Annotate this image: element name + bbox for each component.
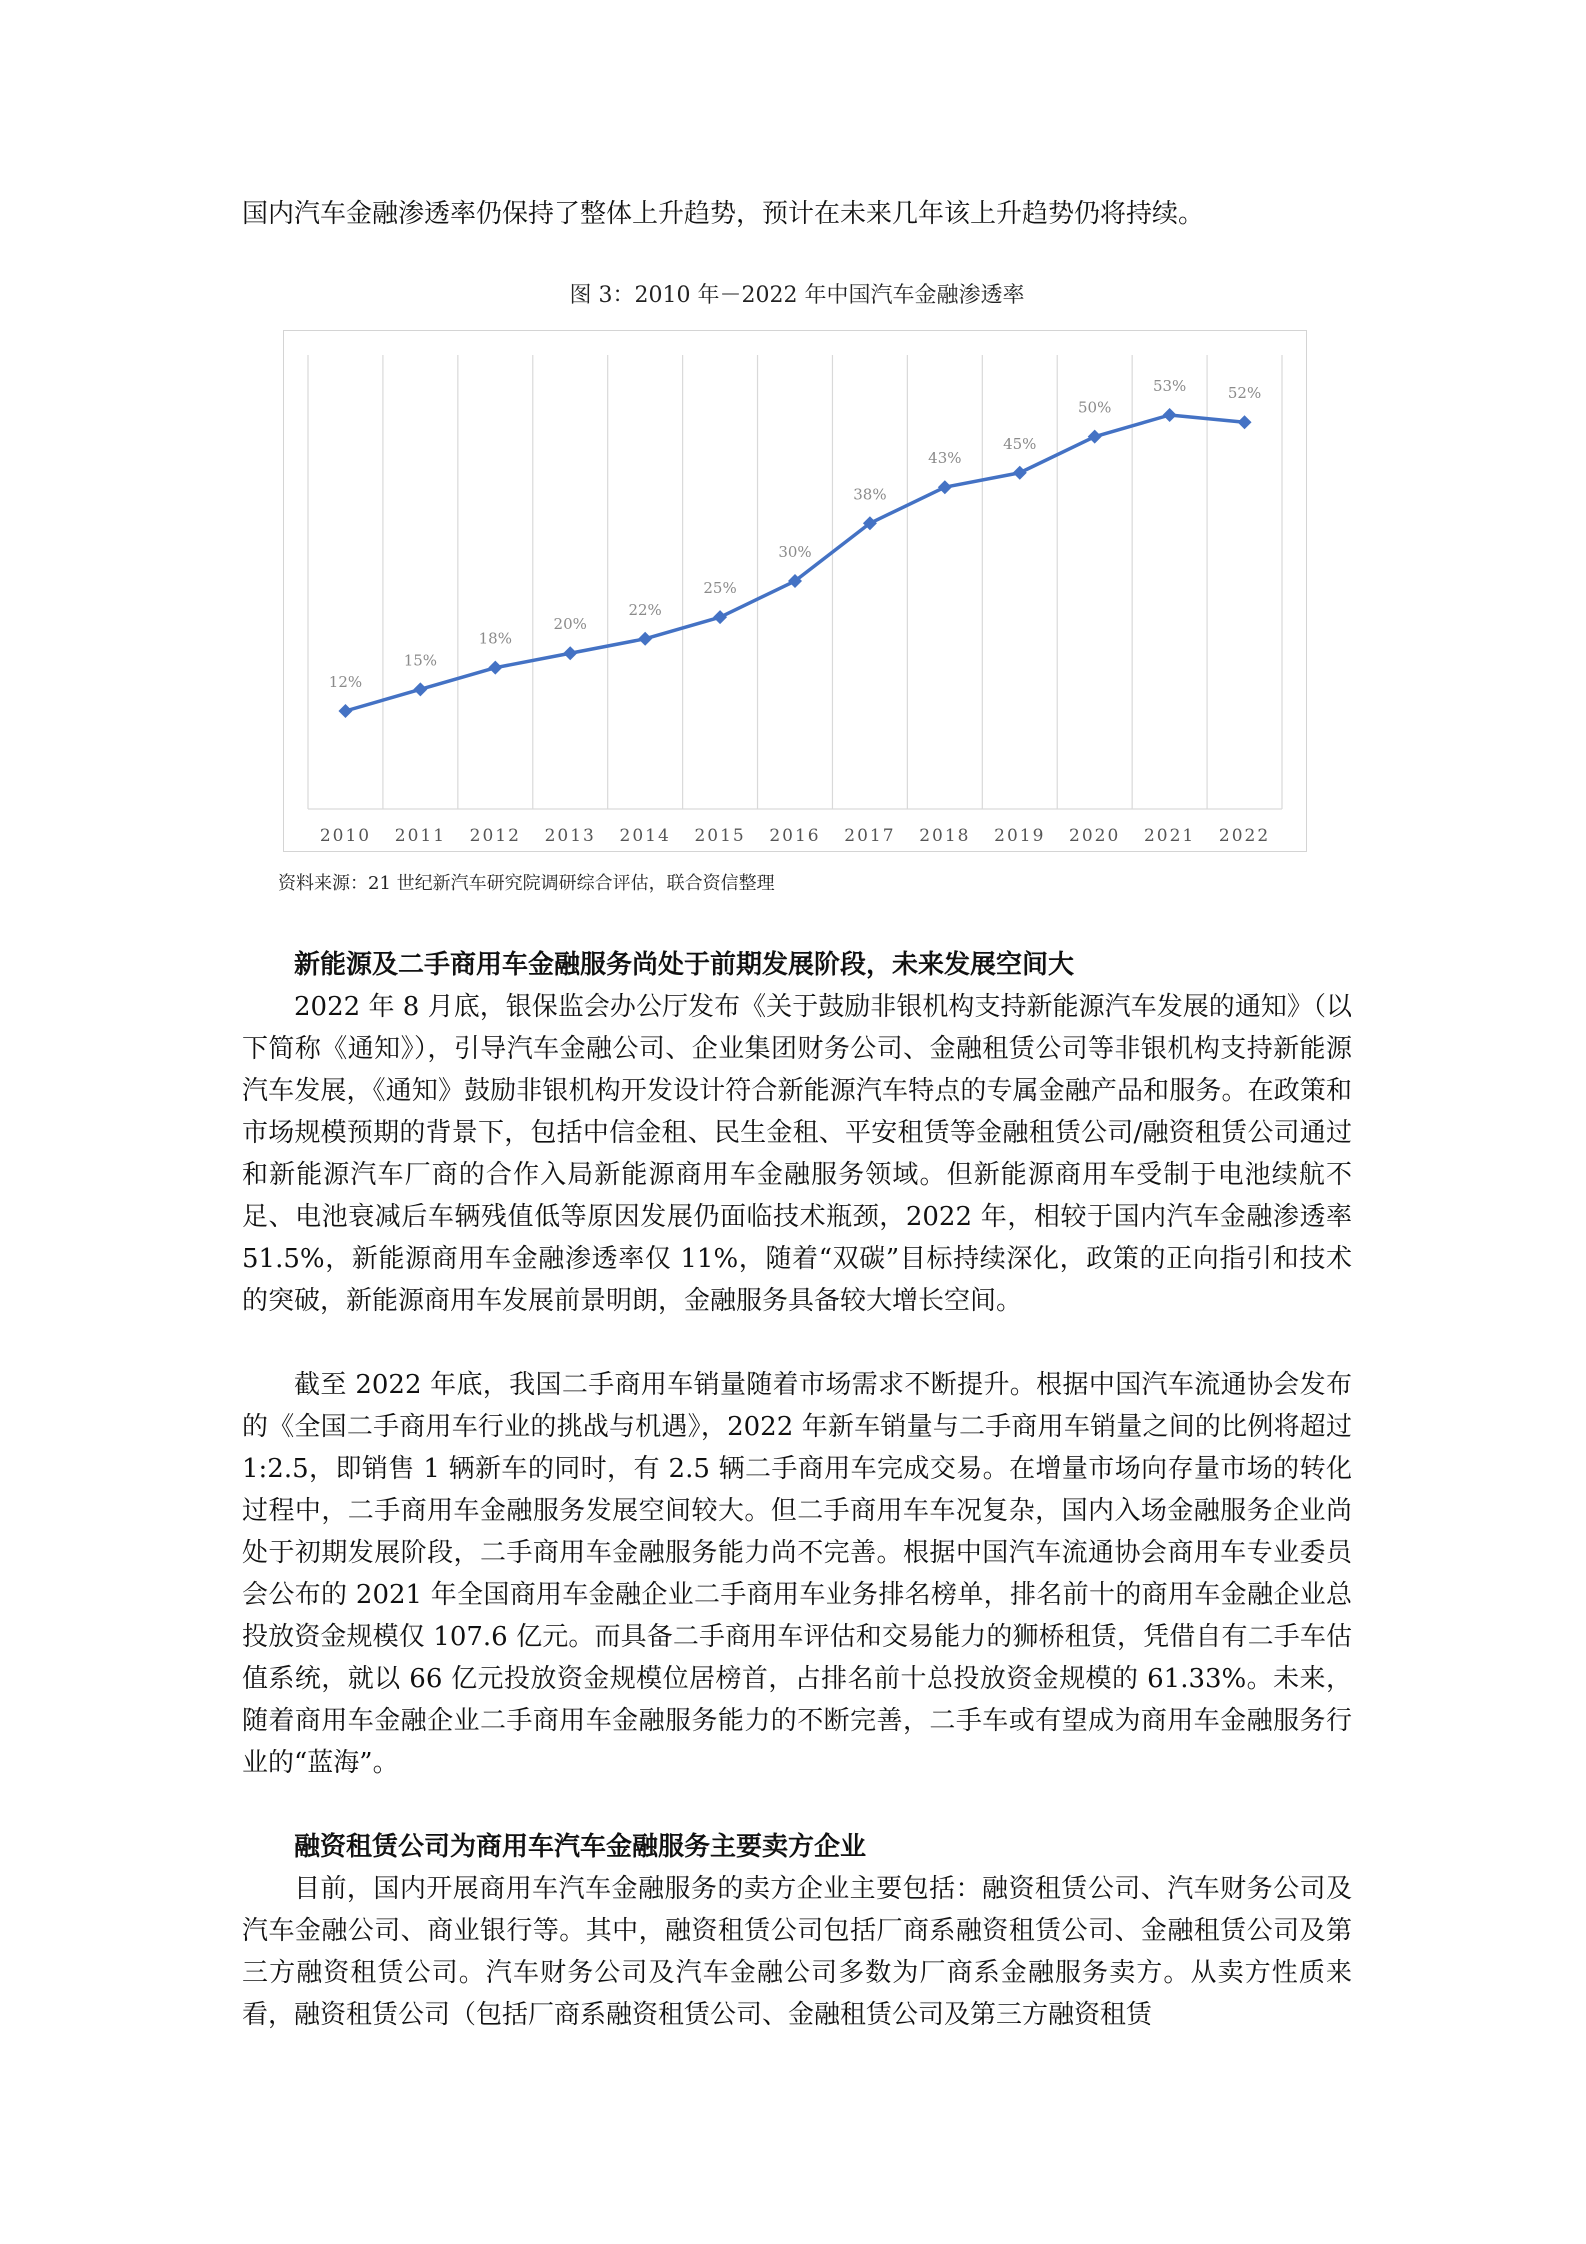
x-tick-2018: 2018 bbox=[919, 826, 971, 846]
figure-source: 资料来源：21 世纪新汽车研究院调研综合评估，联合资信整理 bbox=[278, 873, 775, 894]
data-point-2010 bbox=[338, 704, 352, 718]
section2-paragraph-1: 目前，国内开展商用车汽车金融服务的卖方企业主要包括：融资租赁公司、汽车财务公司及汽车金融公司、商业银行等。其中，融资租赁公司包括厂商系融资租赁公司、金融租赁公司及第三方融资租赁公司。汽车财务公司及汽车金融公司多数为厂商系金融服务卖方。从卖方性质来看，融资租赁公司（包括厂商系融资租赁公司、金融租赁公司及第三方融资租赁 bbox=[242, 1874, 1352, 2030]
x-tick-2014: 2014 bbox=[619, 826, 671, 846]
data-point-2021 bbox=[1163, 408, 1177, 422]
section1-paragraph-2: 截至 2022 年底，我国二手商用车销量随着市场需求不断提升。根据中国汽车流通协会发布的《全国二手商用车行业的挑战与机遇》，2022 年新车销量与二手商用车销量之间的比例将超过 1:2.5，即销售 1 辆新车的同时，有 2.5 辆二手商用车完成交易。在增量市场向存量市场的转化过程中，二手商用车金融服务发展空间较大。但二手商用车车况复杂，国内入场金融服务企业尚处于初期发展阶段，二手商用车金融服务能力尚不完善。根据中国汽车流通协会商用车专业委员会公布的 2021 年全国商用车金融企业二手商用车业务排名榜单，排名前十的商用车金融企业总投放资金规模仅 107.6 亿元。而具备二手商用车评估和交易能力的狮桥租赁，凭借自有二手车估值系统，就以 66 亿元投放资金规模位居榜首，占排名前十总投放资金规模的 61.33%。未来，随着商用车金融企业二手商用车金融服务能力的不断完善，二手车或有望成为商用车金融服务行业的“蓝海”。 bbox=[242, 1370, 1352, 1778]
x-tick-2011: 2011 bbox=[394, 826, 447, 846]
data-point-2012 bbox=[488, 661, 502, 675]
intro-paragraph: 国内汽车金融渗透率仍保持了整体上升趋势，预计在未来几年该上升趋势仍将持续。 bbox=[242, 199, 1205, 229]
data-point-2019 bbox=[1013, 466, 1027, 480]
x-tick-2017: 2017 bbox=[844, 826, 896, 846]
data-point-2020 bbox=[1088, 430, 1102, 444]
data-label-2012: 18% bbox=[478, 629, 512, 648]
section2-heading: 融资租赁公司为商用车汽车金融服务主要卖方企业 bbox=[294, 1832, 867, 1862]
data-point-2011 bbox=[413, 682, 427, 696]
section1-heading: 新能源及二手商用车金融服务尚处于前期发展阶段，未来发展空间大 bbox=[294, 950, 1075, 980]
data-label-2017: 38% bbox=[853, 485, 887, 504]
line-chart bbox=[283, 330, 1307, 852]
data-label-2021: 53% bbox=[1152, 377, 1187, 395]
x-tick-2015: 2015 bbox=[694, 826, 746, 846]
x-tick-2012: 2012 bbox=[469, 826, 521, 846]
x-tick-2016: 2016 bbox=[769, 826, 821, 846]
x-tick-2022: 2022 bbox=[1218, 826, 1271, 846]
figure-caption: 图 3：2010 年－2022 年中国汽车金融渗透率 bbox=[569, 283, 1025, 308]
data-label-2013: 20% bbox=[553, 615, 587, 634]
x-tick-2019: 2019 bbox=[994, 826, 1046, 846]
data-label-2018: 43% bbox=[928, 449, 962, 468]
x-tick-2013: 2013 bbox=[544, 826, 596, 846]
data-label-2010: 12% bbox=[328, 673, 363, 691]
data-label-2016: 30% bbox=[778, 543, 812, 562]
chart-canvas bbox=[284, 331, 1306, 851]
x-tick-2020: 2020 bbox=[1069, 826, 1121, 846]
x-tick-2021: 2021 bbox=[1143, 826, 1196, 846]
data-label-2015: 25% bbox=[703, 579, 737, 598]
data-label-2022: 52% bbox=[1227, 384, 1262, 403]
data-point-2013 bbox=[563, 646, 577, 660]
x-tick-2010: 2010 bbox=[319, 826, 372, 846]
data-point-2018 bbox=[938, 480, 952, 494]
data-point-2014 bbox=[638, 632, 652, 646]
data-label-2020: 50% bbox=[1078, 398, 1112, 417]
series-line bbox=[345, 415, 1244, 711]
data-label-2011: 15% bbox=[403, 651, 438, 670]
data-point-2015 bbox=[713, 610, 727, 624]
section1-paragraph-1: 2022 年 8 月底，银保监会办公厅发布《关于鼓励非银机构支持新能源汽车发展的通知》（以下简称《通知》），引导汽车金融公司、企业集团财务公司、金融租赁公司等非银机构支持新能源汽车发展，《通知》鼓励非银机构开发设计符合新能源汽车特点的专属金融产品和服务。在政策和市场规模预期的背景下，包括中信金租、民生金租、平安租赁等金融租赁公司/融资租赁公司通过和新能源汽车厂商的合作入局新能源商用车金融服务领域。但新能源商用车受制于电池续航不足、电池衰减后车辆残值低等原因发展仍面临技术瓶颈，2022 年，相较于国内汽车金融渗透率 51.5%，新能源商用车金融渗透率仅 11%，随着“双碳”目标持续深化，政策的正向指引和技术的突破，新能源商用车发展前景明朗，金融服务具备较大增长空间。 bbox=[242, 992, 1352, 1316]
data-point-2022 bbox=[1238, 415, 1252, 429]
data-label-2014: 22% bbox=[628, 600, 662, 619]
data-label-2019: 45% bbox=[1003, 434, 1037, 453]
